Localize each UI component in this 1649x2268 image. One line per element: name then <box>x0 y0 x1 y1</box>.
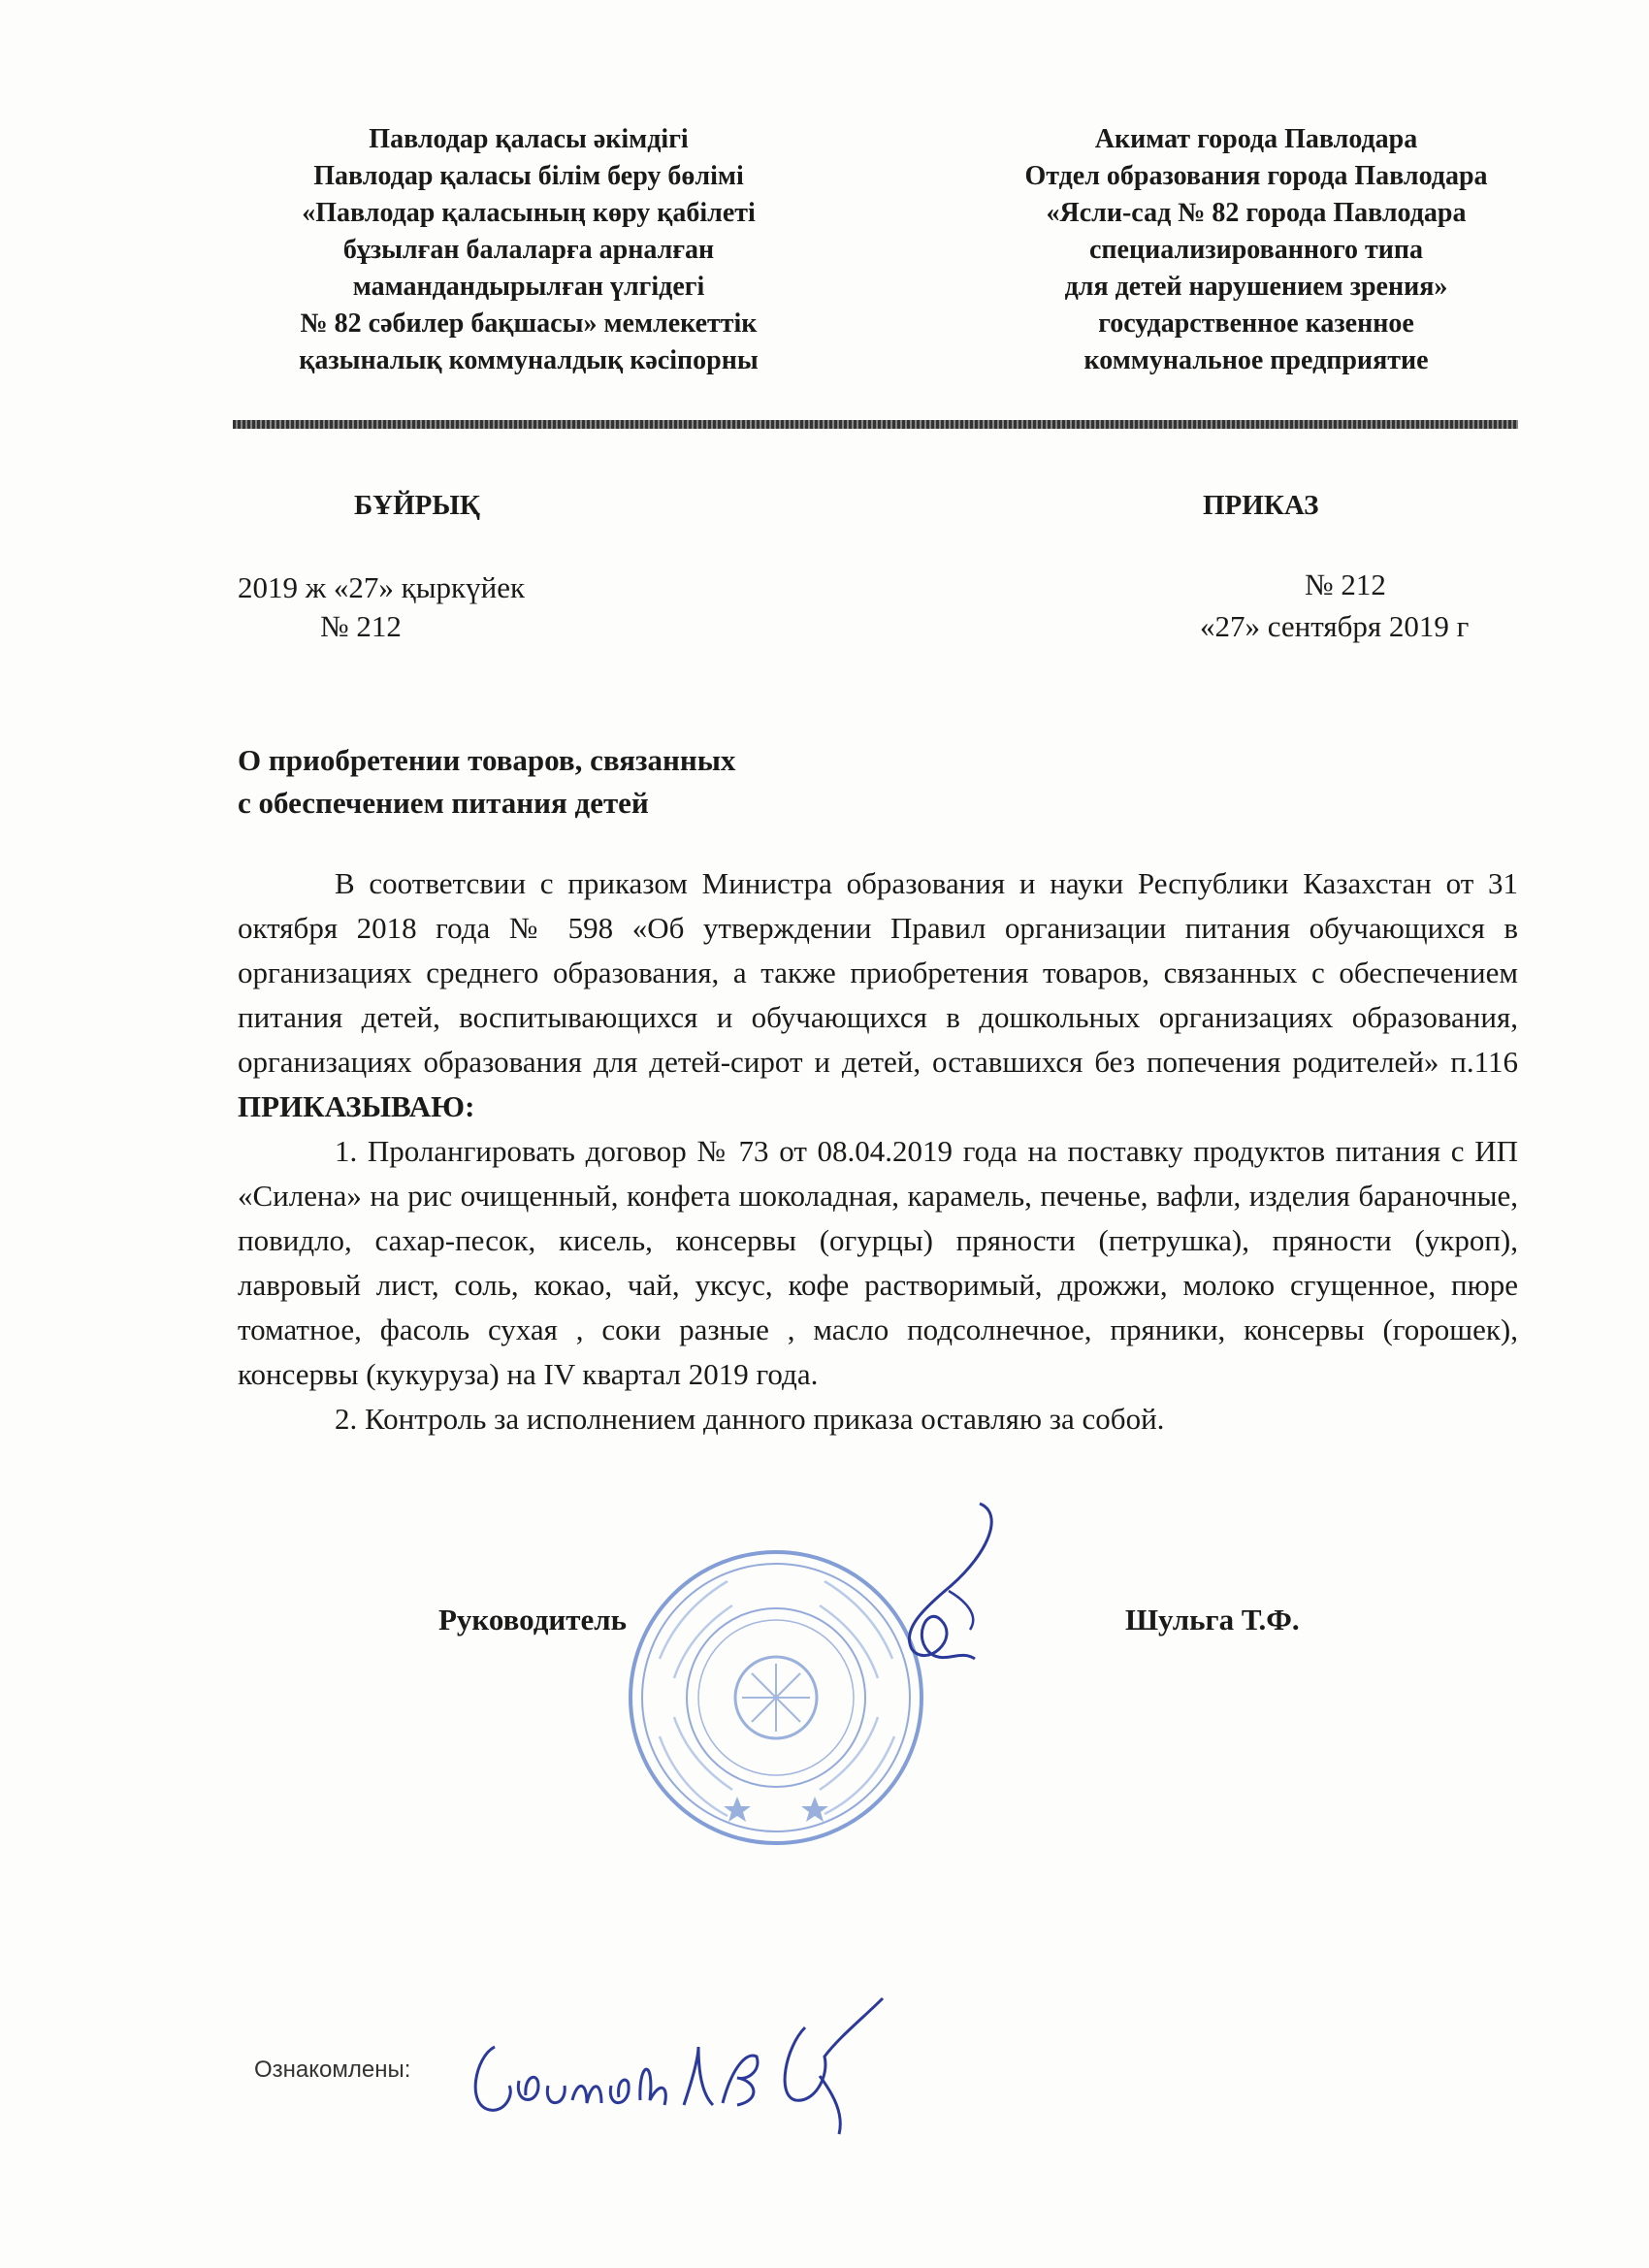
item-1: 1. Пролангировать договор № 73 от 08.04.2019 года на поставку продуктов питания с ИП «Силена» на рис очищенный, конфета шоколадная, карамель, печенье, вафли, изделия бараночные, повидло, сахар-песок, кисель, консервы (огурцы) пряности (петрушка), пряности (укроп), лавровый лист, соль, кокао, чай, уксус, кофе растворимый, дрожжи, молоко сгущенное, пюре томатное, фасоль сухая , соки разные , масло подсолнечное, пряники, консервы (горошек), консервы (кукуруза) на IV квартал 2019 года. <box>238 1134 1518 1391</box>
kz-number: № 212 <box>320 609 402 643</box>
ru-date: «27» сентября 2019 г <box>1200 609 1470 643</box>
header-kz-line: Павлодар қаласы әкімдігі <box>369 124 689 154</box>
header-ru-line: коммунальное предприятие <box>1083 345 1429 375</box>
order-word: ПРИКАЗЫВАЮ: <box>238 1089 475 1123</box>
header-kz-line: қазыналық коммуналдық кәсіпорны <box>299 345 759 375</box>
header-kz-line: № 82 сәбилер бақшасы» мемлекеттік <box>300 308 758 339</box>
header-ru-line: «Ясли-сад № 82 города Павлодара <box>1046 198 1467 228</box>
header-ru-line: Отдел образования города Павлодара <box>1024 161 1488 191</box>
acknowledged-label: Ознакомлены: <box>254 2057 411 2083</box>
header-kz-line: бұзылған балаларға арналған <box>342 235 715 265</box>
kz-date: 2019 ж «27» қыркүйек <box>238 570 526 604</box>
doc-type-ru: ПРИКАЗ <box>1203 490 1319 521</box>
subject-line: О приобретении товаров, связанных <box>238 743 736 777</box>
header-kz-line: «Павлодар қаласының көру қабілеті <box>302 198 756 228</box>
header-kz-line: мамандандырылған үлгідегі <box>352 272 705 302</box>
header-russian <box>955 121 1557 379</box>
header-kz-line: Павлодар қаласы білім беру бөлімі <box>313 161 744 191</box>
header-ru-line: для детей нарушением зрения» <box>1064 272 1448 302</box>
intro-text: В соответсвии с приказом Министра образования и науки Республики Казахстан от 31 октября 2018 года № 598 «Об утверждении Правил организации питания обучающихся в организациях среднего образования, а также приобретения товаров, связанных с обеспечением питания детей, воспитывающихся и обучающихся в дошкольных организациях образования, организациях образования для детей-сирот и детей, оставшихся без попечения родителей» п.116 <box>238 866 1518 1079</box>
doc-type-kz: БҰЙРЫҚ <box>354 490 480 521</box>
header-ru-line: Акимат города Павлодара <box>1094 124 1418 154</box>
header-divider <box>233 420 1518 429</box>
signer-name: Шульга Т.Ф. <box>1125 1603 1300 1636</box>
signer-title: Руководитель <box>438 1603 628 1636</box>
acknowledged-signature <box>456 1989 912 2149</box>
header-ru-line: специализированного типа <box>1088 235 1424 265</box>
header-ru-line: государственное казенное <box>1098 308 1414 339</box>
intro-paragraph <box>238 861 1518 1129</box>
subject-line: с обеспечением питания детей <box>238 786 649 820</box>
ru-number: № 212 <box>1305 567 1386 601</box>
order-subject <box>238 739 735 825</box>
item-2: 2. Контроль за исполнением данного приказа оставляю за собой. <box>335 1402 1165 1436</box>
header-kazakh <box>209 121 849 379</box>
order-body <box>238 861 1518 1442</box>
director-signature <box>834 1494 1028 1693</box>
